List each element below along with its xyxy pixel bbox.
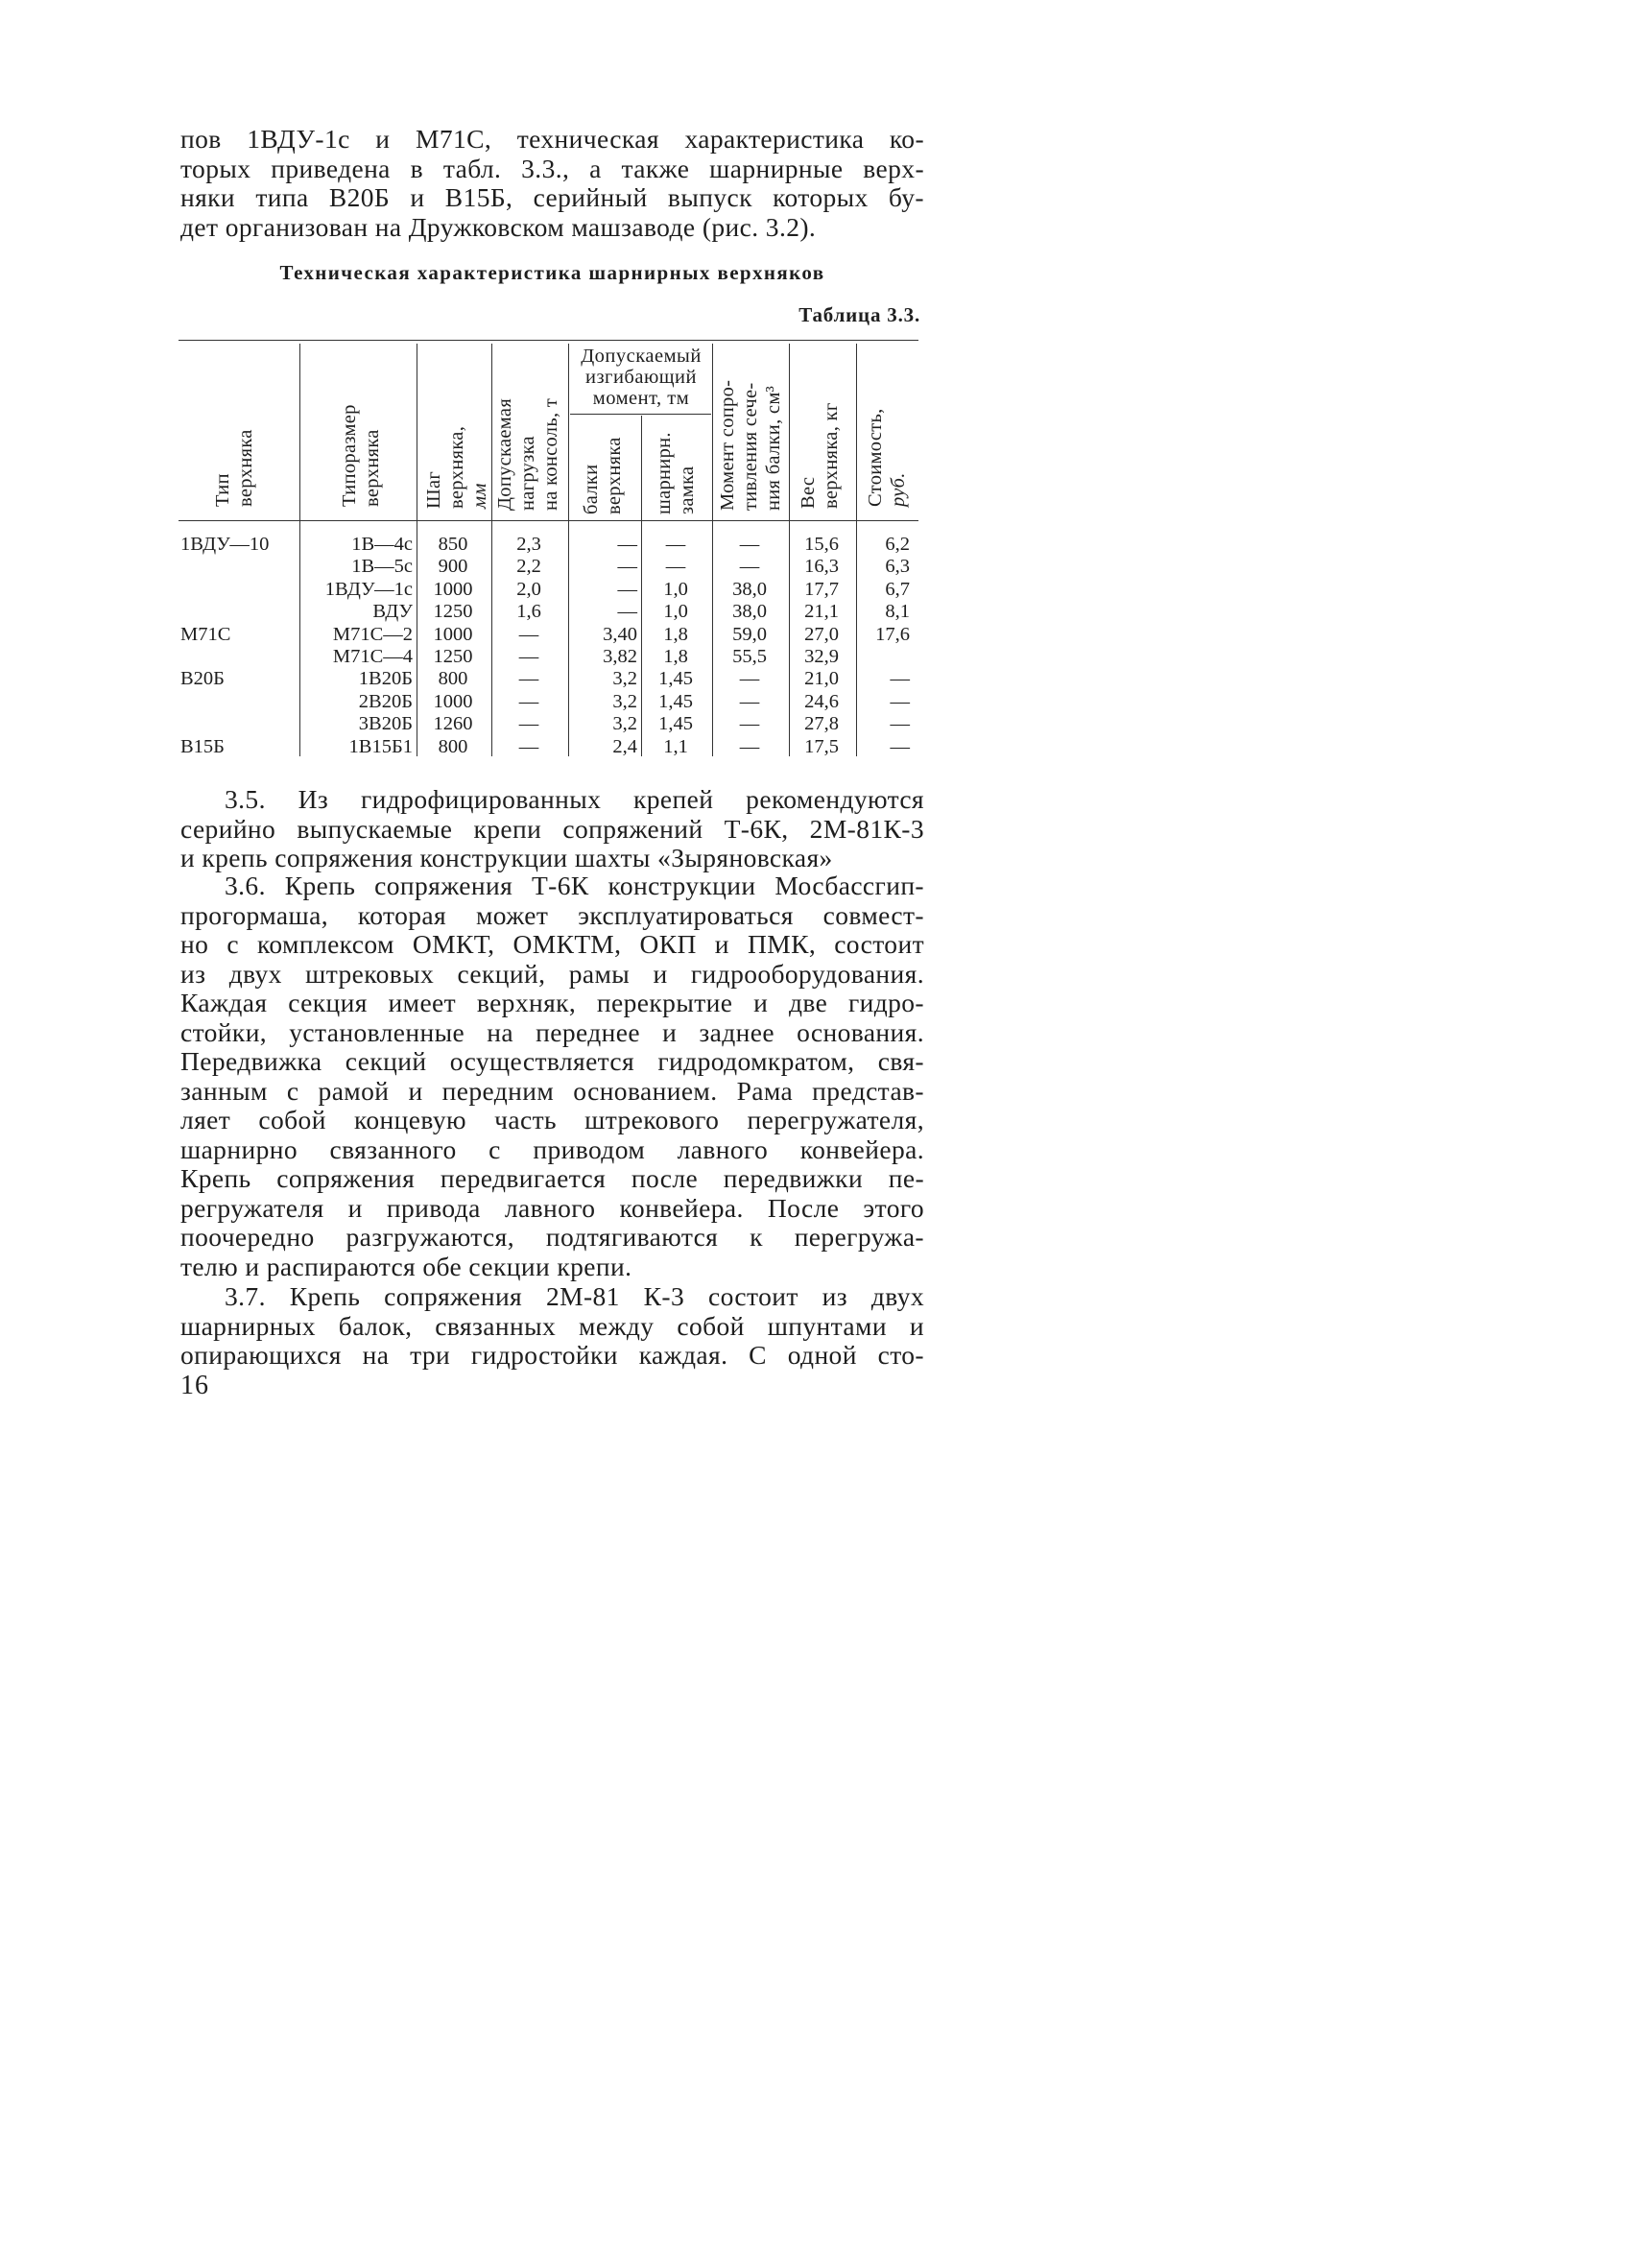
table-cell-cost: 17,6 bbox=[875, 623, 910, 645]
table-cell-size: 1ВДУ—1с bbox=[324, 578, 413, 600]
intro-line: дет организован на Дружковском машзаводе (рис. 3.2). bbox=[180, 211, 817, 242]
header-resist: Момент сопро- тивления сече- ния балки, см³ bbox=[717, 379, 784, 511]
table-cell-resist: — bbox=[739, 668, 760, 690]
column-divider bbox=[491, 344, 492, 756]
section-line: Крепь сопряжения передвигается после передвижки пе- bbox=[180, 1163, 924, 1193]
table-cell-beams: — bbox=[617, 556, 637, 578]
section-line: стойки, установленные на переднее и заднее основания. bbox=[180, 1016, 924, 1047]
table-cell-lock: 1,45 bbox=[658, 668, 693, 690]
header-beams: балки верхняка bbox=[581, 437, 625, 514]
table-cell-type: В15Б bbox=[180, 735, 225, 757]
column-divider bbox=[789, 344, 790, 756]
section-3-5 bbox=[180, 785, 924, 873]
table-cell-weight: 24,6 bbox=[804, 690, 839, 712]
table-cell-load: — bbox=[518, 646, 539, 667]
table-cell-beams: 2,4 bbox=[612, 735, 637, 757]
table-cell-beams: — bbox=[617, 534, 637, 555]
table-cell-cost: — bbox=[890, 690, 910, 712]
table-cell-resist: 59,0 bbox=[732, 623, 767, 645]
table-cell-load: — bbox=[518, 690, 539, 712]
intro-line: торых приведена в табл. 3.3., а также шарнирные верх- bbox=[180, 153, 924, 183]
table-cell-lock: 1,45 bbox=[658, 713, 693, 735]
table-cell-load: 1,6 bbox=[516, 601, 541, 623]
section-3-6 bbox=[180, 871, 924, 1281]
table-cell-resist: — bbox=[739, 556, 760, 578]
table-cell-size: 1В—5с bbox=[351, 556, 413, 578]
table-cell-weight: 17,7 bbox=[804, 578, 839, 600]
table-cell-size: М71С—4 bbox=[332, 646, 413, 667]
table-cell-lock: 1,0 bbox=[663, 578, 688, 600]
header-step: Шаг верхняка, мм bbox=[423, 425, 490, 509]
table-cell-size: ВДУ bbox=[372, 601, 413, 623]
section-line: Каждая секция имеет верхняк, перекрытие и две гидро- bbox=[180, 988, 924, 1017]
table-cell-step: 1260 bbox=[433, 713, 473, 735]
header-weight: Вес верхняка, кг bbox=[798, 402, 842, 509]
table-cell-type: М71С bbox=[180, 623, 231, 645]
table-cell-weight: 27,8 bbox=[804, 713, 839, 735]
column-divider bbox=[299, 344, 300, 756]
table-cell-size: 1В15Б1 bbox=[348, 735, 413, 757]
table-cell-cost: 6,2 bbox=[885, 534, 910, 555]
table-cell-resist: — bbox=[739, 534, 760, 555]
table-cell-step: 1000 bbox=[433, 690, 473, 712]
table-cell-beams: 3,82 bbox=[603, 646, 637, 667]
table-cell-beams: 3,2 bbox=[612, 668, 637, 690]
table-cell-step: 800 bbox=[438, 668, 468, 690]
header-lock: шарнирн. замка bbox=[654, 432, 698, 514]
table-cell-load: 2,2 bbox=[516, 556, 541, 578]
table-cell-size: 1В—4с bbox=[351, 534, 413, 555]
table-cell-load: 2,3 bbox=[516, 534, 541, 555]
table-cell-load: — bbox=[518, 735, 539, 757]
table-cell-size: 1В20Б bbox=[358, 668, 413, 690]
table-cell-resist: 38,0 bbox=[732, 601, 767, 623]
header-size: Типоразмер верхняка bbox=[339, 404, 383, 507]
table-cell-weight: 21,1 bbox=[804, 601, 839, 623]
table-cell-step: 1250 bbox=[433, 646, 473, 667]
table-cell-step: 900 bbox=[438, 556, 468, 578]
section-line: серийно выпускаемые крепи сопряжений Т-6К, 2М-81К-3 bbox=[180, 813, 924, 844]
table-cell-step: 1250 bbox=[433, 601, 473, 623]
section-line: поочередно разгружаются, подтягиваются к перегружа- bbox=[180, 1222, 924, 1252]
column-divider bbox=[856, 344, 857, 756]
table-cell-cost: 6,3 bbox=[885, 556, 910, 578]
table-cell-weight: 27,0 bbox=[804, 623, 839, 645]
table-cell-lock: 1,8 bbox=[663, 623, 688, 645]
header-load: Допускаемая нагрузка на консоль, т bbox=[494, 397, 561, 511]
table-cell-cost: — bbox=[890, 713, 910, 735]
header-cost: Стоимость, руб. bbox=[865, 408, 909, 507]
table-cell-resist: — bbox=[739, 735, 760, 757]
table-cell-type: В20Б bbox=[180, 668, 225, 690]
intro-line: пов 1ВДУ-1с и М71С, техническая характеристика ко- bbox=[180, 124, 924, 154]
table-cell-resist: 55,5 bbox=[732, 646, 767, 667]
section-line: шарнирно связанного с приводом лавного конвейера. bbox=[180, 1134, 924, 1164]
section-line: шарнирных балок, связанных между собой шпунтами и bbox=[180, 1310, 924, 1341]
table-caption: Техническая характеристика шарнирных верхняков bbox=[279, 261, 825, 284]
table-cell-size: 2В20Б bbox=[358, 690, 413, 712]
table-cell-load: 2,0 bbox=[516, 578, 541, 600]
book-page bbox=[0, 0, 1085, 1536]
table-cell-cost: 8,1 bbox=[885, 601, 910, 623]
table-cell-beams: 3,2 bbox=[612, 713, 637, 735]
moment-subheader-rule bbox=[570, 414, 711, 415]
table-number: Таблица 3.3. bbox=[798, 303, 920, 326]
table-cell-resist: 38,0 bbox=[732, 578, 767, 600]
section-line: из двух штрековых секций, рамы и гидрооборудования. bbox=[180, 958, 924, 989]
section-line: 3.6. Крепь сопряжения Т-6К конструкции Мосбассгип- bbox=[225, 871, 924, 900]
section-line: но с комплексом ОМКТ, ОМКТМ, ОКП и ПМК, состоит bbox=[180, 929, 924, 959]
column-divider bbox=[641, 416, 642, 756]
table-cell-beams: — bbox=[617, 601, 637, 623]
table-cell-weight: 17,5 bbox=[804, 735, 839, 757]
table-cell-resist: — bbox=[739, 690, 760, 712]
table-cell-cost: — bbox=[890, 668, 910, 690]
table-cell-weight: 32,9 bbox=[804, 646, 839, 667]
table-cell-beams: 3,40 bbox=[603, 623, 637, 645]
section-line: и крепь сопряжения конструкции шахты «Зыряновская» bbox=[180, 843, 833, 872]
section-line: Передвижка секций осуществляется гидродомкратом, свя- bbox=[180, 1046, 924, 1076]
header-moment-group: Допускаемый изгибающий момент, тм bbox=[581, 346, 702, 409]
table-cell-lock: 1,8 bbox=[663, 646, 688, 667]
page-number: 16 bbox=[180, 1371, 209, 1400]
table-cell-lock: — bbox=[665, 534, 686, 555]
table-cell-type: 1ВДУ—10 bbox=[180, 534, 270, 555]
table-cell-load: — bbox=[518, 713, 539, 735]
section-line: 3.5. Из гидрофицированных крепей рекомендуются bbox=[225, 784, 924, 814]
table-cell-step: 1000 bbox=[433, 578, 473, 600]
section-line: занным с рамой и передним основанием. Рама представ- bbox=[180, 1075, 924, 1106]
table-cell-lock: — bbox=[665, 556, 686, 578]
table-cell-size: 3В20Б bbox=[358, 713, 413, 735]
section-line: опирающихся на три гидростойки каждая. С одной сто- bbox=[180, 1340, 924, 1370]
table-cell-weight: 15,6 bbox=[804, 534, 839, 555]
table-cell-lock: 1,1 bbox=[663, 735, 688, 757]
intro-line: няки типа В20Б и В15Б, серийный выпуск которых бу- bbox=[180, 182, 924, 212]
table-cell-cost: — bbox=[890, 735, 910, 757]
table-cell-step: 1000 bbox=[433, 623, 473, 645]
section-line: 3.7. Крепь сопряжения 2М-81 К-3 состоит из двух bbox=[225, 1281, 924, 1311]
table-cell-step: 800 bbox=[438, 735, 468, 757]
table-cell-lock: 1,0 bbox=[663, 601, 688, 623]
section-line: телю и распираются обе секции крепи. bbox=[180, 1251, 632, 1281]
table-cell-load: — bbox=[518, 623, 539, 645]
intro-paragraph bbox=[180, 125, 924, 242]
table-cell-step: 850 bbox=[438, 534, 468, 555]
section-line: ляет собой концевую часть штрекового перегружателя, bbox=[180, 1105, 924, 1134]
table-cell-beams: — bbox=[617, 578, 637, 600]
table-cell-weight: 21,0 bbox=[804, 668, 839, 690]
header-type: Тип верхняка bbox=[212, 429, 256, 507]
table-cell-beams: 3,2 bbox=[612, 690, 637, 712]
table-cell-weight: 16,3 bbox=[804, 556, 839, 578]
table-cell-resist: — bbox=[739, 713, 760, 735]
table-cell-size: М71С—2 bbox=[332, 623, 413, 645]
table-cell-load: — bbox=[518, 668, 539, 690]
table-top-rule bbox=[179, 340, 918, 341]
table-cell-cost: 6,7 bbox=[885, 578, 910, 600]
section-3-7 bbox=[180, 1282, 924, 1371]
section-line: регружателя и привода лавного конвейера. После этого bbox=[180, 1192, 924, 1223]
section-line: прогормаша, которая может эксплуатироваться совмест- bbox=[180, 899, 924, 930]
table-header-rule bbox=[179, 520, 918, 521]
table-cell-lock: 1,45 bbox=[658, 690, 693, 712]
